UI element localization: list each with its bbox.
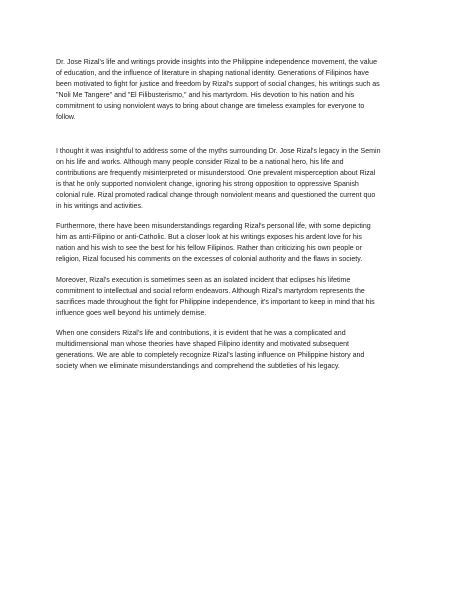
document-body — [56, 57, 428, 381]
paragraph-intro: Dr. Jose Rizal's life and writings provide insights into the Philippine independence movement, the value of education, and the influence of literature in shaping national identity. Generations of Filipinos have been motivated to fight for justice and freedom by Rizal's support of social changes, his writings such as "Noli Me Tangere" and "El Filibusterismo," and his martyrdom. His devotion to his nation and his commitment to using nonviolent ways to bring about change are timeless examples for everyone to follow. — [56, 59, 380, 122]
paragraph-personal-life: Furthermore, there have been misunderstandings regarding Rizal's personal life, with some depicting him as anti-Filipino or anti-Catholic. But a closer look at his writings exposes his ardent love for his nation and his wish to see the best for his fellow Filipinos. Rather than criticizing his own people or religion, Rizal focused his comments on the excesses of colonial authority and the flaws in society. — [56, 223, 371, 264]
paragraph-myths: I thought it was insightful to address some of the myths surrounding Dr. Jose Rizal's legacy in the Semin on his life and works. Although many people consider Rizal to be a national hero, his life and contributions are frequently misinterpreted or misunderstood. One prevalent misperception about Rizal is that he only supported nonviolent change, ignoring his strong opposition to oppressive Spanish colonial rule. Rizal promoted radical change through nonviolent means and questioned the current quo in his writings and activities. — [56, 147, 381, 211]
paragraph-execution: Moreover, Rizal's execution is sometimes seen as an isolated incident that eclipses his lifetime commitment to intellectual and social reform endeavors. Although Rizal's martyrdom represents the sacrifices made throughout the fight for Philippine independence, it's important to keep in mind that his influence goes well beyond his untimely demise. — [56, 276, 375, 317]
paragraph-conclusion: When one considers Rizal's life and contributions, it is evident that he was a complicated and multidimensional man whose theories have shaped Filipino identity and motivated subsequent generations. We are able to completely recognize Rizal's lasting influence on Philippine history and society when we eliminate misunderstandings and comprehend the subtleties of his legacy. — [56, 329, 365, 371]
